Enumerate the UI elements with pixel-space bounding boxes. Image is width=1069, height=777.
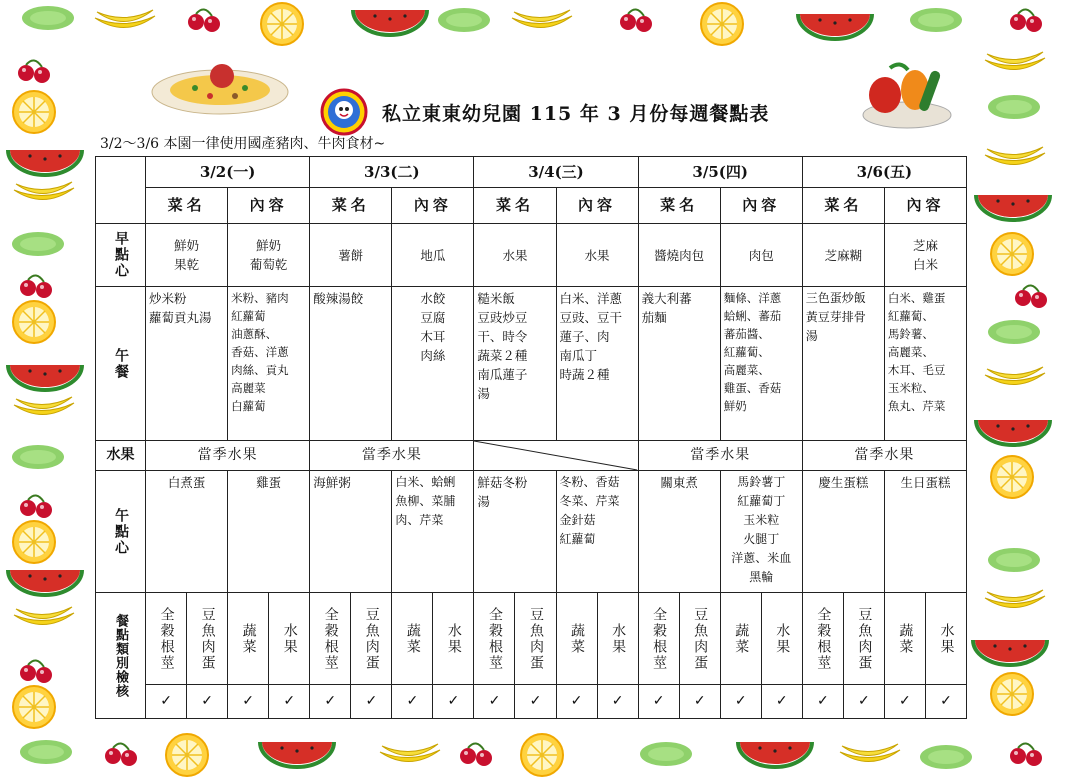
breakfast-content: 鮮奶 葡萄乾 (228, 224, 310, 287)
checkmark: ✓ (679, 685, 720, 719)
breakfast-dish: 薯餅 (310, 224, 392, 287)
lunch-content: 白米、洋蔥 豆豉、豆干 蓮子、肉 南瓜丁 時蔬２種 (556, 287, 638, 441)
snack-content: 生日蛋糕 (884, 471, 966, 593)
snack-label: 午點心 (96, 471, 146, 593)
breakfast-row (96, 224, 967, 287)
checkmark: ✓ (884, 685, 925, 719)
snack-dish: 白煮蛋 (146, 471, 228, 593)
lunch-content: 水餃 豆腐 木耳 肉絲 (392, 287, 474, 441)
snack-dish: 慶生蛋糕 (802, 471, 884, 593)
fruit-label: 水果 (96, 441, 146, 471)
fruit-cell: 當季水果 (146, 441, 310, 471)
category-grains: 全穀根莖 (310, 593, 351, 685)
checkmark: ✓ (802, 685, 843, 719)
breakfast-dish: 水果 (474, 224, 556, 287)
category-fruit: 水果 (269, 593, 310, 685)
checkmark: ✓ (433, 685, 474, 719)
category-protein: 豆魚肉蛋 (351, 593, 392, 685)
fruit-none-cell (474, 441, 638, 471)
dish-name-header: 菜名 (310, 188, 392, 224)
fruit-cell: 當季水果 (802, 441, 966, 471)
lunch-dish: 炒米粉 蘿蔔貢丸湯 (146, 287, 228, 441)
lunch-dish: 三色蛋炒飯 黃豆芽排骨 湯 (802, 287, 884, 441)
fruit-cell: 當季水果 (310, 441, 474, 471)
content-header: 內容 (720, 188, 802, 224)
breakfast-content: 肉包 (720, 224, 802, 287)
category-grains: 全穀根莖 (802, 593, 843, 685)
checkmark: ✓ (351, 685, 392, 719)
category-row (96, 593, 967, 685)
content-header: 內容 (228, 188, 310, 224)
snack-dish: 海鮮粥 (310, 471, 392, 593)
category-fruit: 水果 (433, 593, 474, 685)
category-vegetable: 蔬菜 (556, 593, 597, 685)
lunch-content: 白米、雞蛋 紅蘿蔔、 馬鈴薯、 高麗菜、 木耳、毛豆 玉米粒、 魚丸、芹菜 (884, 287, 966, 441)
checkmark: ✓ (187, 685, 228, 719)
checkmark: ✓ (146, 685, 187, 719)
lunch-content: 麵條、洋蔥 蛤蜊、蕃茄 蕃茄醬、 紅蘿蔔、 高麗菜、 雞蛋、香菇 鮮奶 (720, 287, 802, 441)
school-logo-icon (320, 88, 368, 136)
checkmark: ✓ (474, 685, 515, 719)
dish-name-header: 菜名 (474, 188, 556, 224)
checkmark: ✓ (761, 685, 802, 719)
lunch-content: 米粉、豬肉 紅蘿蔔 油蔥酥、 香菇、洋蔥 肉絲、貢丸 高麗菜 白蘿蔔 (228, 287, 310, 441)
day-header: 3/2(一) (146, 157, 310, 188)
category-vegetable: 蔬菜 (720, 593, 761, 685)
breakfast-dish: 醬燒肉包 (638, 224, 720, 287)
content-header: 內容 (392, 188, 474, 224)
dish-name-header: 菜名 (146, 188, 228, 224)
checkmark: ✓ (843, 685, 884, 719)
lunch-dish: 義大利蕃 茄麵 (638, 287, 720, 441)
day-header: 3/4(三) (474, 157, 638, 188)
day-header-row (96, 157, 967, 188)
category-fruit: 水果 (761, 593, 802, 685)
checkmark-row (96, 685, 967, 719)
lunch-label: 午餐 (96, 287, 146, 441)
category-vegetable: 蔬菜 (228, 593, 269, 685)
dish-name-header: 菜名 (802, 188, 884, 224)
checkmark: ✓ (638, 685, 679, 719)
category-grains: 全穀根莖 (638, 593, 679, 685)
snack-content: 馬鈴薯丁 紅蘿蔔丁 玉米粒 火腿丁 洋蔥、米血 黑輪 (720, 471, 802, 593)
breakfast-content: 地瓜 (392, 224, 474, 287)
lunch-row (96, 287, 967, 441)
page-title: 私立東東幼兒園 115 年 3 月份每週餐點表 (382, 102, 770, 125)
checkmark: ✓ (392, 685, 433, 719)
weekly-menu-table (95, 156, 967, 719)
category-grains: 全穀根莖 (146, 593, 187, 685)
day-header: 3/5(四) (638, 157, 802, 188)
snack-content: 雞蛋 (228, 471, 310, 593)
category-protein: 豆魚肉蛋 (679, 593, 720, 685)
checkmark: ✓ (597, 685, 638, 719)
snack-row (96, 471, 967, 593)
category-protein: 豆魚肉蛋 (515, 593, 556, 685)
check-label: 餐點類別檢核 (96, 593, 146, 719)
title-area (320, 90, 769, 134)
fruit-row (96, 441, 967, 471)
vegetables-illustration (860, 60, 955, 130)
category-vegetable: 蔬菜 (392, 593, 433, 685)
content-header: 內容 (556, 188, 638, 224)
dish-name-header: 菜名 (638, 188, 720, 224)
breakfast-dish: 鮮奶 果乾 (146, 224, 228, 287)
snack-dish: 鮮菇冬粉 湯 (474, 471, 556, 593)
category-vegetable: 蔬菜 (884, 593, 925, 685)
snack-content: 白米、蛤蜊 魚柳、菜脯 肉、芹菜 (392, 471, 474, 593)
snack-dish: 關東煮 (638, 471, 720, 593)
week-note: 3/2～3/6 本園一律使用國產豬肉、牛肉食材~ (100, 136, 386, 152)
category-protein: 豆魚肉蛋 (843, 593, 884, 685)
checkmark: ✓ (228, 685, 269, 719)
column-header-row (96, 188, 967, 224)
checkmark: ✓ (556, 685, 597, 719)
pasta-plate-illustration (150, 58, 290, 118)
day-header: 3/6(五) (802, 157, 966, 188)
day-header: 3/3(二) (310, 157, 474, 188)
category-grains: 全穀根莖 (474, 593, 515, 685)
content-header: 內容 (884, 188, 966, 224)
snack-content: 冬粉、香菇 冬菜、芹菜 金針菇 紅蘿蔔 (556, 471, 638, 593)
checkmark: ✓ (310, 685, 351, 719)
fruit-cell: 當季水果 (638, 441, 802, 471)
breakfast-content: 水果 (556, 224, 638, 287)
breakfast-label: 早點心 (96, 224, 146, 287)
checkmark: ✓ (720, 685, 761, 719)
checkmark: ✓ (515, 685, 556, 719)
corner-cell (96, 157, 146, 224)
category-fruit: 水果 (597, 593, 638, 685)
lunch-dish: 酸辣湯餃 (310, 287, 392, 441)
checkmark: ✓ (269, 685, 310, 719)
category-fruit: 水果 (925, 593, 966, 685)
breakfast-content: 芝麻 白米 (884, 224, 966, 287)
checkmark: ✓ (925, 685, 966, 719)
category-protein: 豆魚肉蛋 (187, 593, 228, 685)
breakfast-dish: 芝麻糊 (802, 224, 884, 287)
lunch-dish: 糙米飯 豆豉炒豆 干、時令 蔬菜２種 南瓜蓮子 湯 (474, 287, 556, 441)
